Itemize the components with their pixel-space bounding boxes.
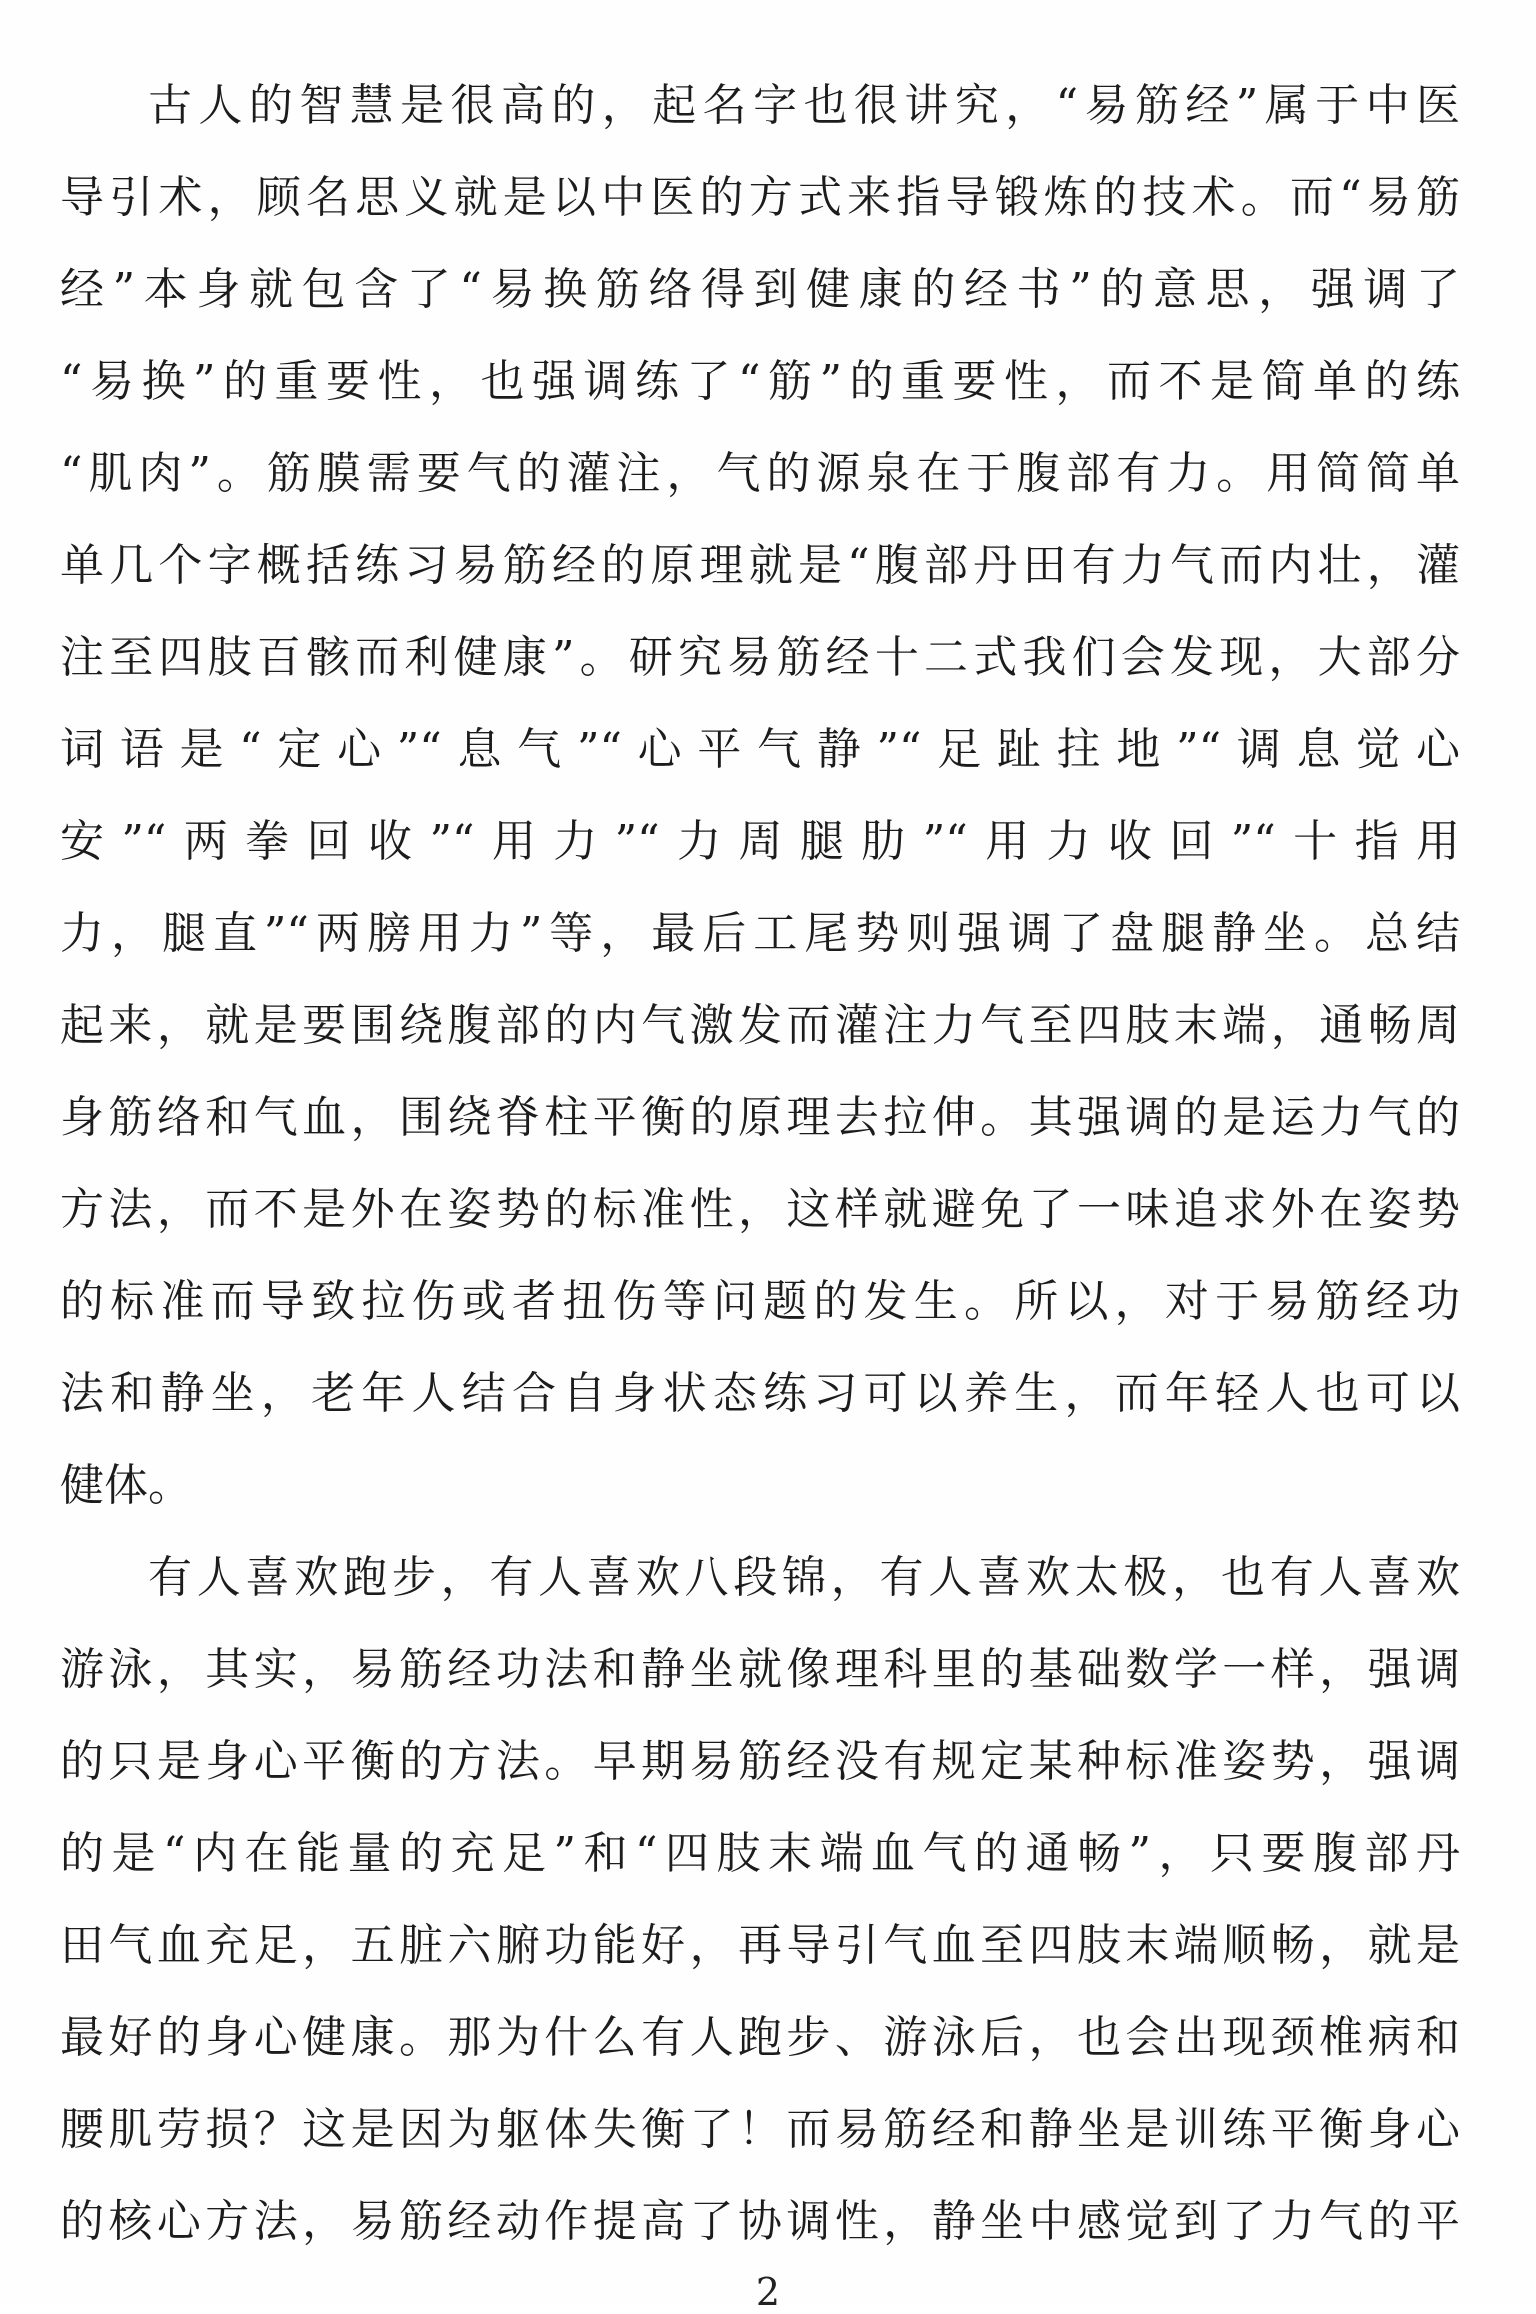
text-line: 游泳，其实，易筋经功法和静坐就像理科里的基础数学一样，强调	[60, 1644, 1460, 1695]
text-line: 田气血充足，五脏六腑功能好，再导引气血至四肢末端顺畅，就是	[60, 1920, 1460, 1971]
text-line: 的核心方法，易筋经动作提高了协调性，静坐中感觉到了力气的平	[60, 2196, 1460, 2247]
text-line: 腰肌劳损？这是因为躯体失衡了！而易筋经和静坐是训练平衡身心	[60, 2104, 1460, 2155]
text-line: 有人喜欢跑步，有人喜欢八段锦，有人喜欢太极，也有人喜欢	[148, 1552, 1460, 1603]
document-body	[60, 60, 1460, 2268]
text-line: 注至四肢百骸而利健康”。研究易筋经十二式我们会发现，大部分	[60, 632, 1460, 683]
text-line: 古人的智慧是很高的，起名字也很讲究，“易筋经”属于中医	[148, 80, 1460, 131]
paragraph-1	[60, 60, 1460, 1532]
text-line: 词语是“定心”“息气”“心平气静”“足趾拄地”“调息觉心	[60, 724, 1460, 775]
paragraph-2	[60, 1532, 1460, 2268]
text-line: 经”本身就包含了“易换筋络得到健康的经书”的意思，强调了	[60, 264, 1460, 315]
text-line: 安”“两拳回收”“用力”“力周腿肋”“用力收回”“十指用	[60, 816, 1460, 867]
text-line: 最好的身心健康。那为什么有人跑步、游泳后，也会出现颈椎病和	[60, 2012, 1460, 2063]
text-line: “易换”的重要性，也强调练了“筋”的重要性，而不是简单的练	[60, 356, 1460, 407]
page-number: 2	[755, 2270, 781, 2314]
text-line: 健体。	[60, 1460, 192, 1511]
text-line: 单几个字概括练习易筋经的原理就是“腹部丹田有力气而内壮，灌	[60, 540, 1460, 591]
text-line: 起来，就是要围绕腹部的内气激发而灌注力气至四肢末端，通畅周	[60, 1000, 1460, 1051]
text-line: 方法，而不是外在姿势的标准性，这样就避免了一味追求外在姿势	[60, 1184, 1460, 1235]
text-line: 的标准而导致拉伤或者扭伤等问题的发生。所以，对于易筋经功	[60, 1276, 1460, 1327]
text-line: 力，腿直”“两膀用力”等，最后工尾势则强调了盘腿静坐。总结	[60, 908, 1460, 959]
text-line: 的是“内在能量的充足”和“四肢末端血气的通畅”，只要腹部丹	[60, 1828, 1460, 1879]
text-line: 身筋络和气血，围绕脊柱平衡的原理去拉伸。其强调的是运力气的	[60, 1092, 1460, 1143]
text-line: “肌肉”。筋膜需要气的灌注，气的源泉在于腹部有力。用简简单	[60, 448, 1460, 499]
text-line: 的只是身心平衡的方法。早期易筋经没有规定某种标准姿势，强调	[60, 1736, 1460, 1787]
text-line: 法和静坐，老年人结合自身状态练习可以养生，而年轻人也可以	[60, 1368, 1460, 1419]
text-line: 导引术，顾名思义就是以中医的方式来指导锻炼的技术。而“易筋	[60, 172, 1460, 223]
